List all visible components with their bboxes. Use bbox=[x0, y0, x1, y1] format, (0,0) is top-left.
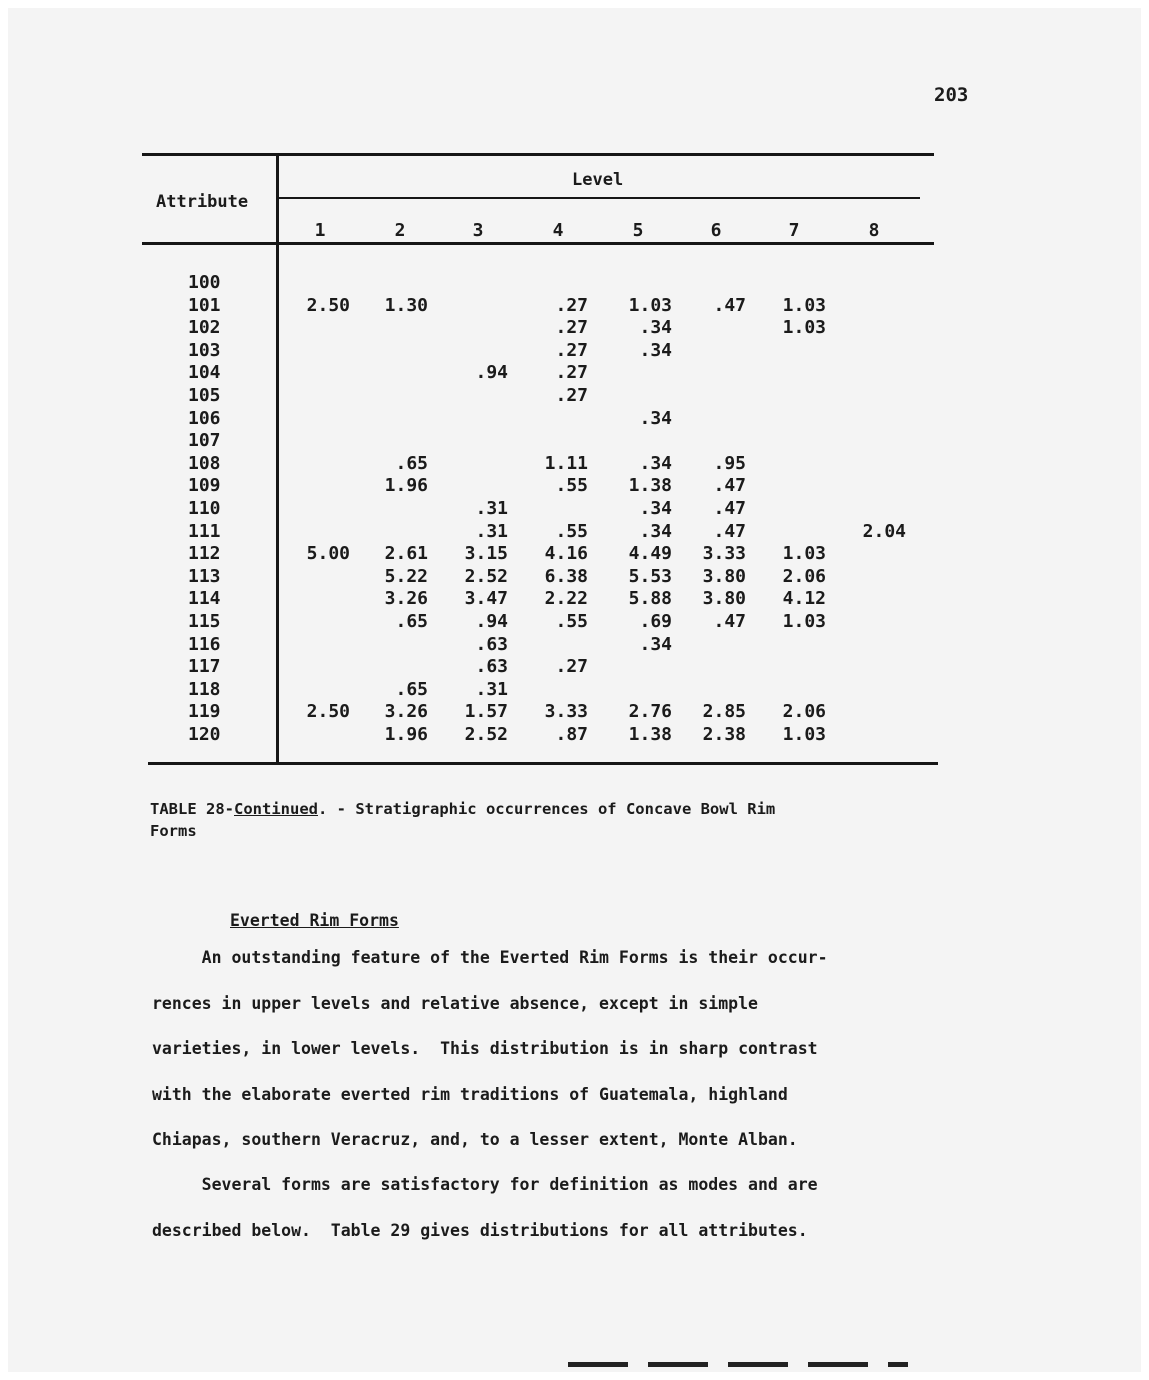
paragraph-line: rences in upper levels and relative absence, except in simple bbox=[152, 993, 758, 1013]
table-cell: 2.61 bbox=[384, 543, 428, 565]
table-cell: .55 bbox=[555, 475, 588, 497]
table-cell: .34 bbox=[639, 339, 672, 361]
table-cell: 2.76 bbox=[628, 701, 672, 723]
body-paragraph-2 bbox=[152, 1162, 952, 1253]
table-cell: 3.33 bbox=[702, 543, 746, 565]
page-bottom-marks bbox=[568, 1362, 908, 1367]
attribute-cell: 119 bbox=[188, 701, 221, 723]
table-cell: .63 bbox=[475, 656, 508, 678]
attribute-cell: 112 bbox=[188, 543, 221, 565]
table-cell: 2.06 bbox=[782, 701, 826, 723]
attribute-cell: 102 bbox=[188, 317, 221, 339]
table-cell: 1.03 bbox=[782, 724, 826, 745]
table-cell: 1.38 bbox=[628, 475, 672, 497]
table-bottom-rule bbox=[148, 762, 938, 765]
attribute-cell: 108 bbox=[188, 452, 221, 474]
attribute-cell: 113 bbox=[188, 565, 221, 587]
paragraph-line: Chiapas, southern Veracruz, and, to a lesser extent, Monte Alban. bbox=[152, 1130, 798, 1149]
attribute-header: Attribute bbox=[156, 192, 249, 212]
table-cell: 5.88 bbox=[628, 588, 672, 610]
caption-prefix: TABLE 28- bbox=[150, 800, 234, 818]
table-cell: 2.85 bbox=[702, 701, 746, 723]
table-cell: 2.52 bbox=[464, 724, 508, 745]
table-cell: 2.38 bbox=[702, 724, 746, 745]
table-cell: 1.03 bbox=[782, 611, 826, 632]
table-cell: .87 bbox=[555, 724, 588, 745]
table-cell: .69 bbox=[639, 611, 672, 632]
table-cell: .34 bbox=[639, 633, 672, 655]
table-cell: 3.80 bbox=[702, 588, 746, 610]
attribute-cell: 118 bbox=[188, 678, 221, 700]
table-cell: 6.38 bbox=[544, 565, 588, 587]
table-cell: 1.96 bbox=[384, 475, 428, 497]
table-cell: .27 bbox=[555, 385, 588, 406]
table-cell: .27 bbox=[555, 294, 588, 316]
attribute-cell: 120 bbox=[188, 724, 221, 745]
table-cell: 1.03 bbox=[782, 317, 826, 339]
level-header: Level bbox=[572, 170, 624, 190]
level-header-rule bbox=[278, 197, 920, 199]
table-cell: .34 bbox=[639, 520, 672, 542]
table-cell: .65 bbox=[395, 678, 428, 700]
level-column-header: 1 bbox=[314, 220, 326, 241]
table-cell: 1.57 bbox=[464, 701, 508, 723]
table-cell: 2.04 bbox=[862, 520, 906, 542]
table-cell: .27 bbox=[555, 656, 588, 678]
caption-continued: Continued bbox=[234, 800, 318, 818]
table-cell: .95 bbox=[713, 452, 746, 474]
table-cell: .31 bbox=[475, 678, 508, 700]
section-heading: Everted Rim Forms bbox=[230, 911, 399, 930]
table-cell: .63 bbox=[475, 633, 508, 655]
table-cell: 5.22 bbox=[384, 565, 428, 587]
table-cell: 3.26 bbox=[384, 701, 428, 723]
paragraph-line: varieties, in lower levels. This distribution is in sharp contrast bbox=[152, 1039, 818, 1058]
level-column-header: 4 bbox=[552, 220, 564, 241]
attribute-cell: 116 bbox=[188, 633, 221, 655]
table-cell: 3.15 bbox=[464, 543, 508, 565]
page-number: 203 bbox=[934, 84, 969, 106]
body-paragraph-1 bbox=[152, 935, 952, 1163]
caption-text-line2: Forms bbox=[150, 822, 197, 840]
column-divider-rule bbox=[276, 153, 279, 763]
table-cell: .27 bbox=[555, 317, 588, 339]
table-cell: .94 bbox=[475, 611, 508, 632]
table-cell: .34 bbox=[639, 452, 672, 474]
attribute-cell: 109 bbox=[188, 475, 221, 497]
table-caption bbox=[150, 798, 930, 842]
paragraph-line: with the elaborate everted rim traditions of Guatemala, highland bbox=[152, 1084, 788, 1104]
table-cell: 5.00 bbox=[306, 543, 350, 565]
table-cell: .65 bbox=[395, 452, 428, 474]
table-cell: 3.47 bbox=[464, 588, 508, 610]
table-cell: .31 bbox=[475, 520, 508, 542]
table-cell: .31 bbox=[475, 498, 508, 519]
caption-text-line1: . - Stratigraphic occurrences of Concave Bowl Rim bbox=[318, 800, 776, 818]
table-cell: 1.03 bbox=[628, 294, 672, 316]
table-cell: .27 bbox=[555, 362, 588, 384]
attribute-cell: 115 bbox=[188, 611, 221, 632]
table-cell: .55 bbox=[555, 520, 588, 542]
attribute-cell: 105 bbox=[188, 385, 221, 406]
table-cell: .47 bbox=[713, 611, 746, 632]
level-column-header: 8 bbox=[868, 220, 880, 241]
table-cell: .34 bbox=[639, 407, 672, 429]
level-column-header: 3 bbox=[472, 220, 484, 241]
attribute-cell: 100 bbox=[188, 272, 221, 293]
level-column-header: 6 bbox=[710, 220, 722, 241]
table-cell: 2.06 bbox=[782, 565, 826, 587]
table-cell: .47 bbox=[713, 294, 746, 316]
table-cell: 4.49 bbox=[628, 543, 672, 565]
table-top-rule bbox=[142, 153, 934, 156]
table-cell: 1.96 bbox=[384, 724, 428, 745]
attribute-cell: 111 bbox=[188, 520, 221, 542]
table-cell: .47 bbox=[713, 498, 746, 519]
table-cell: .27 bbox=[555, 339, 588, 361]
table-cell: .55 bbox=[555, 611, 588, 632]
paragraph-line: described below. Table 29 gives distributions for all attributes. bbox=[152, 1220, 808, 1240]
level-column-header: 5 bbox=[632, 220, 644, 241]
attribute-cell: 103 bbox=[188, 339, 221, 361]
table-cell: 4.12 bbox=[782, 588, 826, 610]
table-cell: .34 bbox=[639, 317, 672, 339]
attribute-cell: 101 bbox=[188, 294, 221, 316]
table-cell: 2.50 bbox=[306, 701, 350, 723]
table-cell: 5.53 bbox=[628, 565, 672, 587]
attribute-cell: 117 bbox=[188, 656, 221, 678]
table-cell: 3.80 bbox=[702, 565, 746, 587]
attribute-cell: 107 bbox=[188, 430, 221, 452]
document-page bbox=[8, 8, 1141, 1372]
paragraph-line: Several forms are satisfactory for definition as modes and are bbox=[152, 1175, 818, 1194]
header-bottom-rule bbox=[142, 242, 934, 245]
table-cell: 1.03 bbox=[782, 543, 826, 565]
table-cell: 2.50 bbox=[306, 294, 350, 316]
table-cell: 2.52 bbox=[464, 565, 508, 587]
attribute-cell: 114 bbox=[188, 588, 221, 610]
table-cell: .47 bbox=[713, 520, 746, 542]
attribute-cell: 110 bbox=[188, 498, 221, 519]
level-column-header: 2 bbox=[394, 220, 406, 241]
attribute-cell: 104 bbox=[188, 362, 221, 384]
table-cell: 1.11 bbox=[544, 452, 588, 474]
attribute-cell: 106 bbox=[188, 407, 221, 429]
table-cell: 3.26 bbox=[384, 588, 428, 610]
table-cell: .34 bbox=[639, 498, 672, 519]
table-cell: 1.38 bbox=[628, 724, 672, 745]
table-cell: 2.22 bbox=[544, 588, 588, 610]
level-column-header: 7 bbox=[788, 220, 800, 241]
table-cell: 1.30 bbox=[384, 294, 428, 316]
table-cell: .47 bbox=[713, 475, 746, 497]
table-cell: 3.33 bbox=[544, 701, 588, 723]
paragraph-line: An outstanding feature of the Everted Rim Forms is their occur- bbox=[152, 948, 828, 967]
table-cell: .65 bbox=[395, 611, 428, 632]
table-cell: 1.03 bbox=[782, 294, 826, 316]
table-cell: 4.16 bbox=[544, 543, 588, 565]
table-cell: .94 bbox=[475, 362, 508, 384]
